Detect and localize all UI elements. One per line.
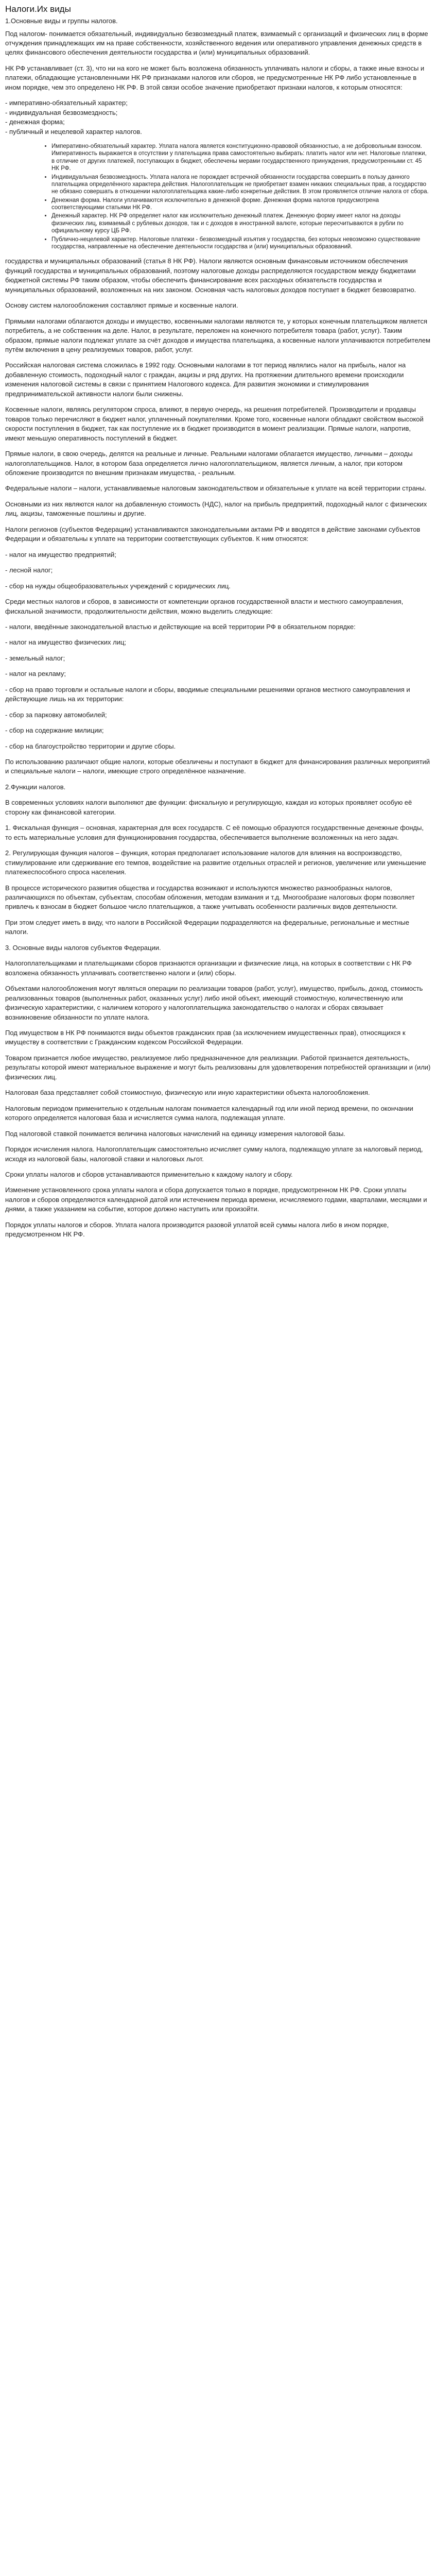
paragraph: Прямыми налогами облагаются доходы и имущество, косвенными налогами являются те, у которых конечным плательщиком является потребитель, а не собственник на деле. Налог, в результате, переложен на конечного потребителя товара (работ, услуг). Таким образом, прямые налоги подлежат уплате за счёт доходов и имущества плательщика, а косвенные налоги уплачиваются потребителем путём включения в цену реализуемых товаров, работ, услуг. [5, 317, 430, 353]
intro-block [5, 29, 431, 137]
paragraph: Налогоплательщиками и плательщиками сборов признаются организации и физические лица, на которых в соответствии с НК РФ возложена обязанность уплачивать соответственно налоги и (или) сборы. [5, 959, 412, 977]
document-page [0, 0, 436, 1258]
list-line: - налог на имущество предприятий; [5, 550, 116, 558]
list-item: • Денежная форма. Налоги уплачиваются исключительно в денежной форме. Денежная форма налогов предусмотрена соответствующими статьями НК РФ. [51, 197, 431, 212]
list-line: - налог на рекламу; [5, 670, 66, 678]
paragraph: По использованию различают общие налоги, которые обезличены и поступают в бюджет для финансирования различных мероприятий и специальные налоги – налоги, имеющие строго определённое назначение. [5, 758, 430, 775]
paragraph: При этом следует иметь в виду, что налоги в Российской Федерации подразделяются на федеральные, региональные и местные налоги. [5, 918, 409, 936]
list-line: - сбор на благоустройство территории и другие сборы. [5, 742, 176, 750]
paragraph: Федеральные налоги – налоги, устанавливаемые налоговым законодательством и обязательные к уплате на всей территории страны. [5, 484, 427, 493]
paragraph: Основными из них являются налог на добавленную стоимость (НДС), налог на прибыль предприятий, подоходный налог с физических лиц, акцизы, таможенные пошлины и другие. [5, 500, 427, 518]
paragraph: Объектами налогообложения могут являться операции по реализации товаров (работ, услуг), имущество, прибыль, доход, стоимость реализованных товаров (выполненных работ, оказанных услуг) либо иной объект, имеющий стоимостную, количественную или физическую характеристики, с наличием которого у налогоплательщика законодательство о налогах и сборах связывает возникновение обязанности по уплате налога. [5, 985, 423, 1021]
paragraph: Налоговая база представляет собой стоимостную, физическую или иную характеристики объекта налогообложения. [5, 1089, 370, 1097]
paragraph: Под налогом- понимается обязательный, индивидуально безвозмездный платеж, взимаемый с организаций и физических лиц в форме отчуждения принадлежащих им на праве собственности, хозяйственного ведения или оперативного управления денежных средств в целях финансового обеспечения деятельности государства и (или) муниципальных образований. [5, 29, 428, 57]
list-item: • Публично-нецелевой характер. Налоговые платежи - безвозмездный изъятия у государства, без которых невозможно существование государства, направленные на обеспечение деятельности государства и (или) муниципальных образований. [51, 236, 431, 251]
paragraph: В современных условиях налоги выполняют две функции: фискальную и регулирующую, каждая из которых проявляет особую её сторону как финансовой категории. [5, 799, 412, 816]
list-line: - земельный налог; [5, 654, 65, 662]
list-line: - сбор на право торговли и остальные налоги и сборы, вводимые специальными решениями органов местного самоуправления и действующие лишь на их территории: [5, 685, 410, 703]
list-line: - налог на имущество физических лиц; [5, 638, 127, 647]
section-heading: 2.Функции налогов. [5, 783, 66, 791]
list-line: - сбор на содержание милиции; [5, 726, 104, 735]
list-line: - сбор на нужды общеобразовательных учреждений с юридических лиц. [5, 582, 231, 590]
list-line: - лесной налог; [5, 566, 53, 574]
paragraph: Косвенные налоги, являясь регулятором спроса, влияют, в первую очередь, на решения потребителей. Производители и продавцы товаров только перечисляют в бюджет налог, уплаченный покупателями. Кроме того, косвенные налоги обладают свойством высокой скорости поступления в бюджет, так как поступление их в бюджет производится в момент реализации. Прямые налоги, напротив, имеют меньшую оперативность поступлений в бюджет. [5, 405, 424, 442]
list-line: - императивно-обязательный характер; [5, 99, 128, 107]
features-list [5, 143, 431, 250]
main-text [5, 257, 431, 1239]
paragraph: В процессе исторического развития общества и государства возникают и используются множество разнообразных налогов, различающихся по объектам, субъектам, способам обложения, методам взимания и т.д. Многообразие налоговых форм позволяет привлечь к взносам в бюджет большое число плательщиков, а также учитывать особенности различных видов деятельности. [5, 884, 415, 911]
list-item: • Императивно-обязательный характер. Уплата налога является конституционно-правовой обязанностью, а не добровольным взносом. Императивность выражается в отсутствии у плательщика права самостоятельно выбирать: платить налог или нет. Налоговые платежи, в отличие от других платежей, поступающих в бюджет, обеспечены мерами государственного принуждения, предусмотренными ст. 45 НК РФ. [51, 143, 431, 173]
list-line: - публичный и нецелевой характер налогов. [5, 127, 142, 135]
paragraph: 1. Фискальная функция – основная, характерная для всех государств. С её помощью образуются государственные денежные фонды, то есть материальные условия для функционирования государства, обеспечивается выполнение возложенных на него задач. [5, 824, 424, 841]
list-line: - налоги, введённые законодательной властью и действующие на всей территории РФ в обязательном порядке: [5, 622, 356, 631]
page-title: Налоги.Их виды [5, 4, 71, 14]
paragraph: Налоговым периодом применительно к отдельным налогам понимается календарный год или иной период времени, по окончании которого определяется налоговая база и исчисляется сумма налога, подлежащая уплате. [5, 1104, 413, 1122]
paragraph: Товаром признается любое имущество, реализуемое либо предназначенное для реализации. Работой признается деятельность, результаты которой имеют материальное выражение и могут быть реализованы для удовлетворения потребностей организации и (или) физических лиц. [5, 1054, 431, 1081]
list-line: - денежная форма; [5, 118, 65, 126]
list-line: - индивидуальная безвозмездность; [5, 108, 118, 116]
paragraph: Под налоговой ставкой понимается величина налоговых начислений на единицу измерения налоговой базы. [5, 1129, 345, 1138]
section-heading: 1.Основные виды и группы налогов. [5, 17, 118, 25]
paragraph: Под имуществом в НК РФ понимаются виды объектов гражданских прав (за исключением имущественных прав), относящихся к имуществу в соответствии с Гражданским кодексом Российской Федерации. [5, 1029, 406, 1046]
paragraph: Порядок уплаты налогов и сборов. Уплата налога производится разовой уплатой всей суммы налога либо в ином порядке, предусмотренном НК РФ. [5, 1221, 389, 1239]
paragraph: Сроки уплаты налогов и сборов устанавливаются применительно к каждому налогу и сбору. [5, 1170, 293, 1178]
paragraph: 2. Регулирующая функция налогов – функция, которая предполагает использование налогов для влияния на воспроизводство, стимулирование или сдерживание его темпов, воздействие на развитие отдельных отраслей и регионов, увеличение или уменьшение платежеспособного спроса населения. [5, 849, 426, 876]
paragraph: Основу систем налогообложения составляют прямые и косвенные налоги. [5, 301, 238, 310]
paragraph: Порядок исчисления налога. Налогоплательщик самостоятельно исчисляет сумму налога, подлежащую уплате за налоговый период, исходя из налоговой базы, налоговой ставки и налоговых льгот. [5, 1145, 423, 1163]
paragraph: Изменение установленного срока уплаты налога и сбора допускается только в порядке, предусмотренном НК РФ. Сроки уплаты налогов и сборов определяются календарной датой или истечением периода времени, исчисляемого годами, кварталами, месяцами и днями, а также указанием на событие, которое должно наступить или произойти. [5, 1186, 427, 1213]
paragraph: Налоги регионов (субъектов Федерации) устанавливаются законодательными актами РФ и вводятся в действие законами субъектов Федерации и обязательны к уплате на территории соответствующих субъектов. К ним относятся: [5, 525, 421, 543]
list-item: • Индивидуальная безвозмездность. Уплата налога не порождает встречной обязанности государства совершить в пользу данного плательщика определённого характера действия. Налогоплательщик не приобретает взамен никаких специальных прав, а государство не обязано совершать в отношении налогоплательщика какие-либо конкретные действия. В этом проявляется отличие налога от сбора. [51, 174, 431, 196]
paragraph: Российская налоговая система сложилась в 1992 году. Основными налогами в тот период являлись налог на прибыль, налог на добавленную стоимость, подоходный налог с граждан, акцизы и ряд других. На протяжении длительного времени происходили изменения налоговой системы в связи с принятием Налогового кодекса. Для развития экономики и стимулирования предпринимательской активности налоги были снижены. [5, 361, 406, 398]
list-item: • Денежный характер. НК РФ определяет налог как исключительно денежный платеж. Денежную форму имеет налог на доходы физических лиц, взимаемый с рублевых доходов, так и с доходов в иностранной валюте, которые пересчитываются в рубли по официальному курсу ЦБ РФ. [51, 212, 431, 234]
paragraph: Среди местных налогов и сборов, в зависимости от компетенции органов государственной власти и местного самоуправления, фискальной значимости, продолжительности действия, можно выделить следующие: [5, 598, 404, 615]
paragraph: Прямые налоги, в свою очередь, делятся на реальные и личные. Реальными налогами облагается имущество, личными – доходы налогоплательщиков. Налог, в котором база определяется лично налогоплательщиком, является личным, а налог, при котором обложение производится по внешним признакам имущества, - реальным. [5, 450, 413, 477]
paragraph: государства и муниципальных образований (статья 8 НК РФ). Налоги являются основным финансовым источником обеспечения функций государства и муниципальных образований, поэтому налоговые доходы распределяются государством между бюджетами бюджетной системы РФ таким образом, чтобы обеспечить финансирование всех расходных обязательств государства и муниципальных образований, возложенных на них законом. Основная часть налоговых доходов поступает в бюджет безвозвратно. [5, 257, 416, 294]
list-line: - сбор за парковку автомобилей; [5, 710, 107, 719]
section-heading: 3. Основные виды налогов субъектов Федерации. [5, 943, 161, 952]
paragraph: НК РФ устанавливает (ст. 3), что ни на кого не может быть возложена обязанность уплачивать налоги и сборы, а также иные взносы и платежи, обладающие установленными НК РФ признаками налогов или сборов, не предусмотренные НК РФ либо установленные в ином порядке, чем это определено НК РФ. В этой связи особое значение приобретают признаки налогов, к которым относятся: [5, 64, 425, 91]
